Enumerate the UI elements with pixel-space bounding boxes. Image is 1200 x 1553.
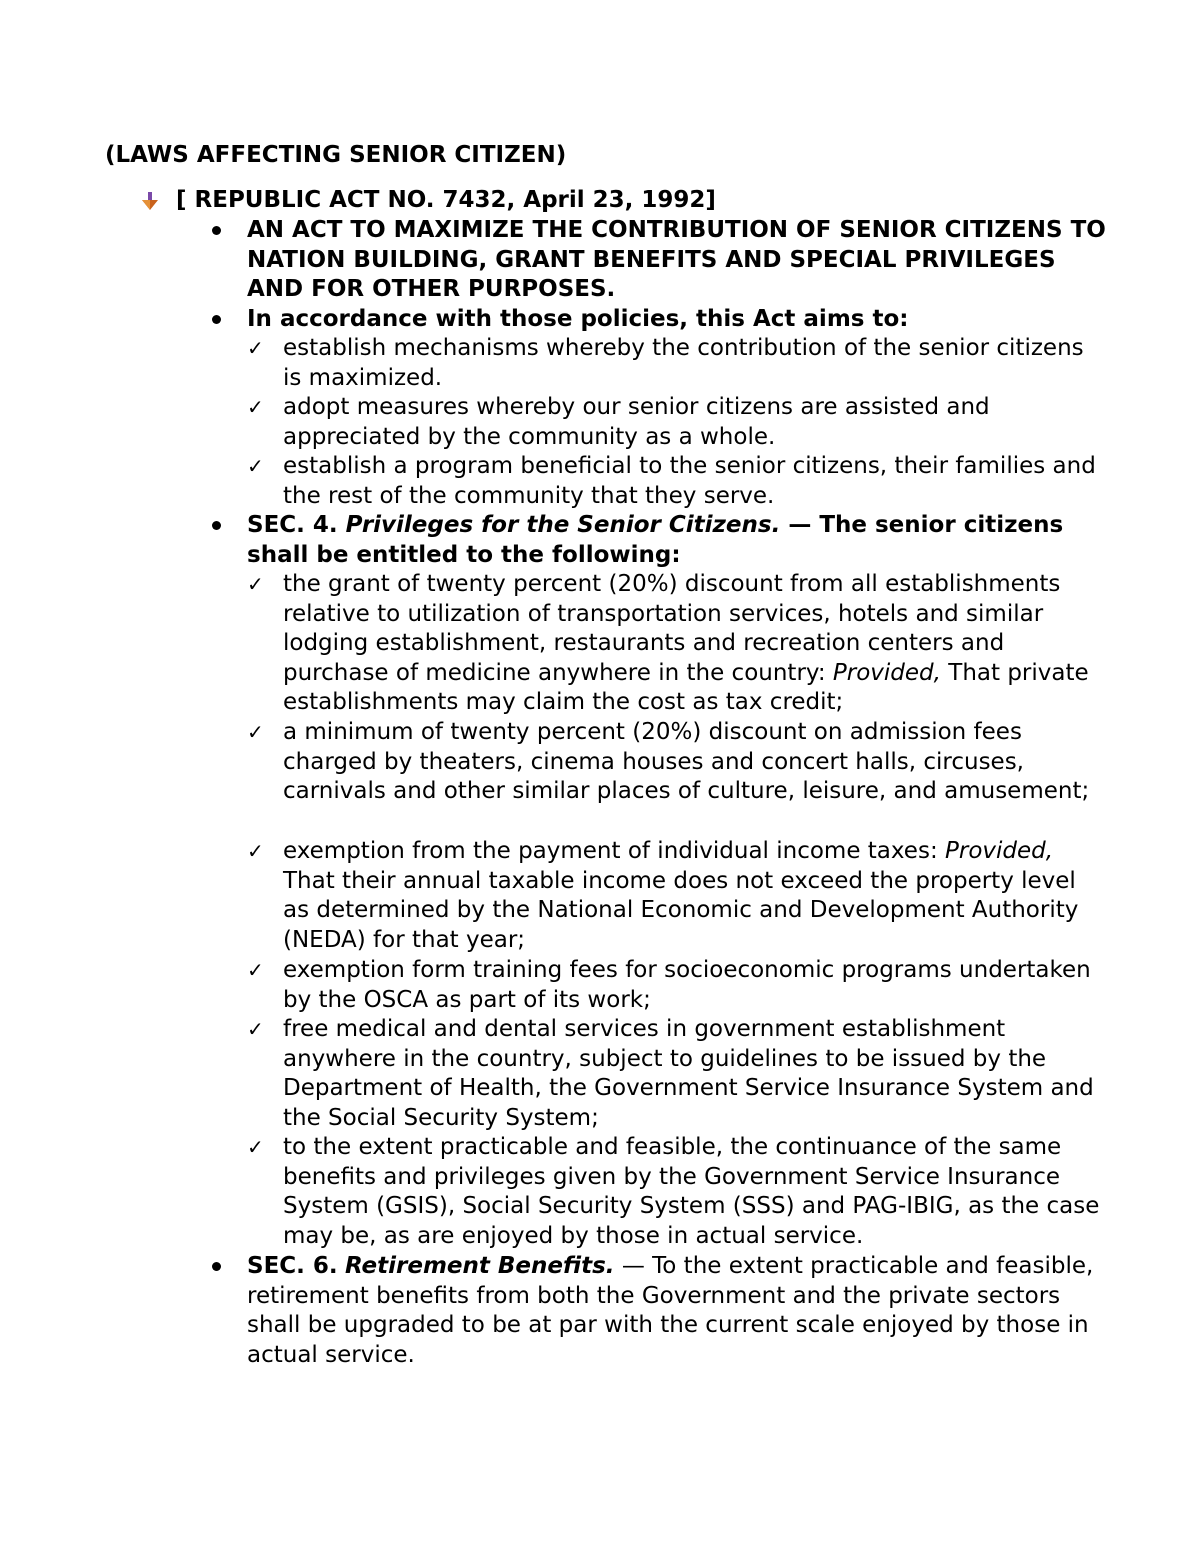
sec4-privilege-item	[247, 837, 1083, 955]
privilege-text: to the extent practicable and feasible, the continuance of the same benefits and privileges given by the Government Service Insurance System (GSIS), Social Security System (SSS) and PAG-IBIG, as the case may be, as are enjoyed by those in actual service.	[283, 1134, 1100, 1249]
sec4-privilege-item	[247, 570, 1103, 718]
document-title: (LAWS AFFECTING SENIOR CITIZEN)	[105, 142, 567, 168]
aims-item-text: establish mechanisms whereby the contribution of the senior citizens is maximized.	[283, 335, 1084, 391]
sec4-privilege-item	[247, 1015, 1103, 1133]
checkmark-icon: ✓	[247, 572, 264, 596]
checkmark-icon: ✓	[247, 839, 264, 863]
aims-item	[247, 393, 1103, 452]
provided-text: Provided,	[945, 838, 1054, 864]
provided-text: Provided,	[832, 659, 941, 686]
sec4-intro: — The senior citizens shall be entitled to the following:	[247, 512, 1064, 568]
sec6-item	[247, 1252, 1107, 1370]
act-header	[140, 186, 716, 215]
privilege-text: the grant of twenty percent (20%) discount from all establishments relative to utilization of transportation services, hotels and similar lodging establishment, restaurants and recreation centers and purchase of medicine anywhere in the country:	[283, 571, 1061, 686]
sec6-number: SEC. 6.	[247, 1253, 338, 1279]
privilege-text: That their annual taxable income does not exceed the property level as determined by the National Economic and Development Authority (NEDA) for that year;	[283, 867, 1079, 953]
checkmark-icon: ✓	[247, 336, 264, 360]
sec4-item	[247, 511, 1107, 570]
privilege-text: exemption form training fees for socioeconomic programs undertaken by the OSCA as part of its work;	[283, 957, 1091, 1013]
aims-heading-item	[247, 305, 1107, 335]
bullet-icon	[212, 315, 221, 324]
sec6-text: — To the extent practicable and feasible, retirement benefits from both the Government and the private sectors shall be upgraded to be at par with the current scale enjoyed by those in actual service.	[247, 1253, 1094, 1368]
privilege-text: a minimum of twenty percent (20%) discount on admission fees charged by theaters, cinema houses and concert halls, circuses, carnivals and other similar places of culture, leisure, and amusement;	[283, 719, 1090, 805]
checkmark-icon: ✓	[247, 395, 264, 419]
sec4-privilege-item	[247, 1133, 1103, 1251]
checkmark-icon: ✓	[247, 1017, 264, 1041]
bullet-icon	[212, 226, 221, 235]
privilege-text: exemption from the payment of individual income taxes:	[283, 838, 946, 864]
act-name-item	[247, 216, 1107, 305]
sec4-privilege-item	[247, 956, 1103, 1015]
aims-item-text: establish a program beneficial to the senior citizens, their families and the rest of the community that they serve.	[283, 453, 1096, 509]
checkmark-icon: ✓	[247, 958, 264, 982]
act-name-text: AN ACT TO MAXIMIZE THE CONTRIBUTION OF SENIOR CITIZENS TO NATION BUILDING, GRANT BENEFITS AND SPECIAL PRIVILEGES AND FOR OTHER PURPOSES.	[247, 217, 1106, 303]
sec4-privilege-item	[247, 718, 1103, 807]
aims-item-text: adopt measures whereby our senior citizens are assisted and appreciated by the community as a whole.	[283, 394, 990, 450]
act-header-text: [ REPUBLIC ACT NO. 7432, April 23, 1992]	[176, 187, 716, 213]
arrow-bullet-icon	[140, 190, 176, 212]
bullet-icon	[212, 521, 221, 530]
privilege-text: free medical and dental services in government establishment anywhere in the country, subject to guidelines to be issued by the Department of Health, the Government Service Insurance System and the Social Security System;	[283, 1016, 1094, 1131]
checkmark-icon: ✓	[247, 1135, 264, 1159]
sec4-number: SEC. 4.	[247, 512, 338, 538]
sec6-title: Retirement Benefits.	[344, 1253, 615, 1279]
aims-heading-text: In accordance with those policies, this Act aims to:	[247, 306, 909, 332]
aims-item	[247, 452, 1103, 511]
checkmark-icon: ✓	[247, 720, 264, 744]
bullet-icon	[212, 1262, 221, 1271]
aims-item	[247, 334, 1103, 393]
checkmark-icon: ✓	[247, 454, 264, 478]
sec4-title: Privileges for the Senior Citizens.	[345, 512, 781, 538]
privilege-text: That private establishments may claim the cost as tax credit;	[283, 659, 1089, 716]
